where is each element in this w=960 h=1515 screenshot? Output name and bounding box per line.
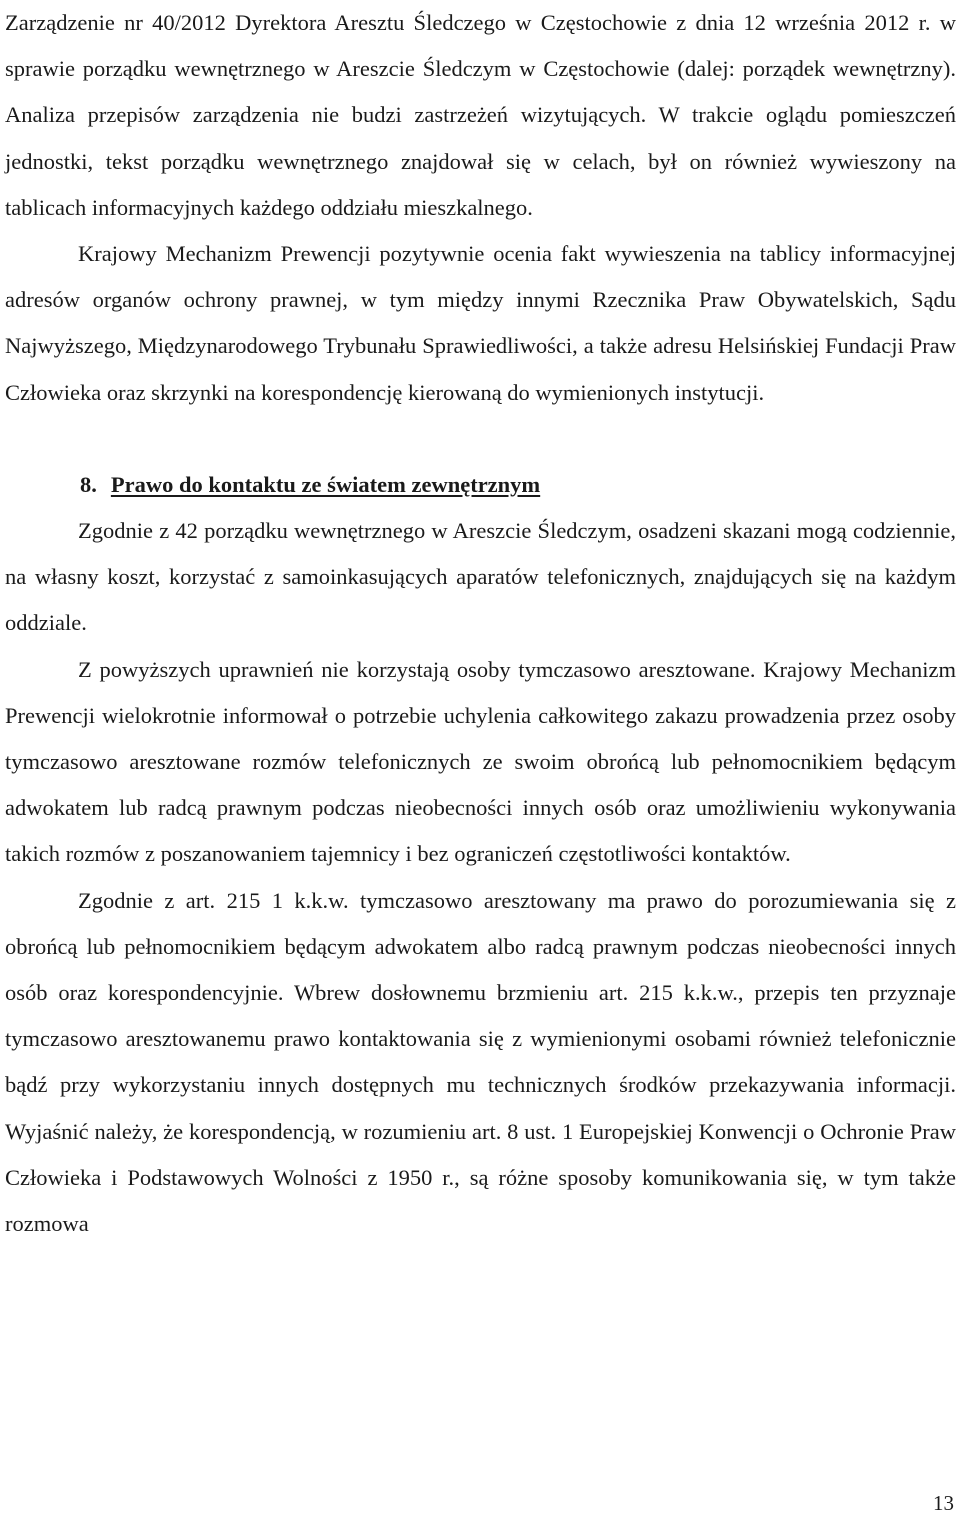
section-spacer (5, 416, 956, 462)
paragraph-tymczasowo-aresztowani: Z powyższych uprawnień nie korzystają osoby tymczasowo aresztowane. Krajowy Mechanizm Prewencji wielokrotnie informował o potrzebie uchylenia całkowitego zakazu prowadzenia przez osoby tymczasowo aresztowane rozmów telefonicznych ze swoim obrońcą lub pełnomocnikiem będącym adwokatem lub radcą prawnym podczas nieobecności innych osób oraz umożliwieniu wykonywania takich rozmów z poszanowaniem tajemnicy i bez ograniczeń częstotliwości kontaktów. (5, 656, 956, 867)
document-page (5, 0, 956, 1247)
section-heading (80, 462, 956, 508)
page-number: 13 (933, 1491, 954, 1515)
section-title: Prawo do kontaktu ze światem zewnętrznym (110, 471, 541, 497)
section-number: 8. (80, 471, 97, 497)
paragraph-art-215: Zgodnie z art. 215 1 k.k.w. tymczasowo aresztowany ma prawo do porozumiewania się z obrońcą lub pełnomocnikiem będącym adwokatem albo radcą prawnym podczas nieobecności innych osób oraz korespondencyjnie. Wbrew dosłownemu brzmieniu art. 215 k.k.w., przepis ten przyznaje tymczasowo aresztowanemu prawo kontaktowania się z wymienionymi osobami również telefonicznie bądź przy wykorzystaniu innych dostępnych mu technicznych środków przekazywania informacji. Wyjaśnić należy, że korespondencją, w rozumieniu art. 8 ust. 1 Europejskiej Konwencji o Ochronie Praw Człowieka i Podstawowych Wolności z 1950 r., są różne sposoby komunikowania się, w tym także rozmowa (5, 887, 956, 1237)
paragraph-tablica-informacyjna: Krajowy Mechanizm Prewencji pozytywnie ocenia fakt wywieszenia na tablicy informacyjnej adresów organów ochrony prawnej, w tym między innymi Rzecznika Praw Obywatelskich, Sądu Najwyższego, Międzynarodowego Trybunału Sprawiedliwości, a także adresu Helsińskiej Fundacji Praw Człowieka oraz skrzynki na korespondencję kierowaną do wymienionych instytucji. (5, 241, 956, 405)
paragraph-porzadek-wewnetrzny: Zarządzenie nr 40/2012 Dyrektora Aresztu Śledczego w Częstochowie z dnia 12 września 2012 r. w sprawie porządku wewnętrznego w Areszcie Śledczym w Częstochowie (dalej: porządek wewnętrzny). Analiza przepisów zarządzenia nie budzi zastrzeżeń wizytujących. W trakcie oglądu pomieszczeń jednostki, tekst porządku wewnętrznego znajdował się w celach, był on również wywieszony na tablicach informacyjnych każdego oddziału mieszkalnego. (5, 10, 956, 220)
paragraph-aparaty-telefoniczne: Zgodnie z 42 porządku wewnętrznego w Areszcie Śledczym, osadzeni skazani mogą codziennie, na własny koszt, korzystać z samoinkasujących aparatów telefonicznych, znajdujących się na każdym oddziale. (5, 518, 956, 636)
